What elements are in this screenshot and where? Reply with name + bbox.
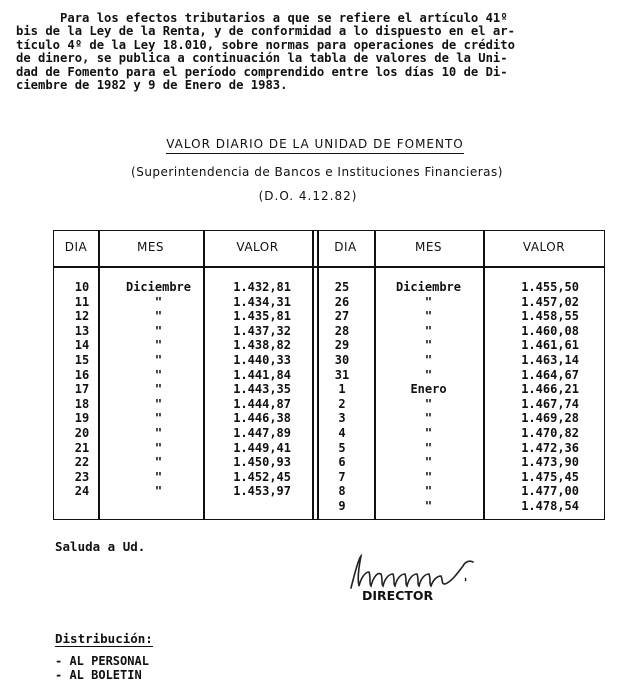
table-cell-day: 28 [334, 323, 350, 338]
table-cell-day: 6 [338, 455, 346, 470]
table-cell-value: 1.461,61 [521, 338, 579, 353]
table-cell-value: 1.477,00 [521, 484, 579, 499]
table-cell-month: " [424, 396, 433, 411]
table-cell-month: " [154, 484, 163, 499]
distribution-title: Distribución: [55, 631, 153, 646]
table-cell-value: 1.473,90 [521, 455, 579, 470]
table-cell-day: 22 [74, 455, 90, 470]
header-valor-right: VALOR [522, 240, 566, 254]
table-cell-day: 27 [334, 309, 350, 324]
table-cell-month: " [424, 338, 433, 353]
table-cell-value: 1.463,14 [521, 352, 579, 367]
left-day-column [60, 280, 104, 499]
table-cell-day: 2 [338, 396, 346, 411]
table-cell-value: 1.449,41 [233, 440, 291, 455]
table-cell-month: " [424, 294, 433, 309]
table-cell-month: " [424, 484, 433, 499]
table-cell-month: " [154, 294, 163, 309]
table-cell-month: " [424, 411, 433, 426]
table-cell-day: 25 [334, 280, 350, 294]
right-day-column [317, 280, 367, 514]
table-cell-value: 1.478,54 [521, 498, 579, 513]
table-cell-day: 9 [338, 498, 346, 513]
document-title-text: VALOR DIARIO DE LA UNIDAD DE FOMENTO [166, 137, 464, 154]
table-cell-month: " [154, 367, 163, 382]
header-valor-left: VALOR [236, 240, 279, 254]
table-cell-month: " [424, 455, 433, 470]
table-cell-day: 29 [334, 338, 350, 353]
table-cell-value: 1.443,35 [233, 382, 291, 397]
table-cell-month: " [424, 367, 433, 382]
table-cell-value: 1.467,74 [521, 396, 579, 411]
table-cell-day: 19 [74, 411, 90, 426]
table-cell-day: 16 [74, 367, 90, 382]
table-cell-day: 30 [334, 352, 350, 367]
header-mes-right: MES [414, 240, 443, 254]
intro-line: de dinero, se publica a continuación la tabla de valores de la Uni- [16, 51, 508, 66]
table-cell-month: " [154, 338, 163, 353]
table-cell-day: 18 [74, 396, 90, 411]
distribution-item: - AL PERSONAL [55, 654, 149, 668]
uf-value-table [53, 230, 605, 520]
table-cell-value: 1.437,32 [233, 323, 291, 338]
table-cell-value: 1.460,08 [521, 323, 579, 338]
left-month-column [106, 280, 211, 499]
table-cell-month: " [424, 352, 433, 367]
header-dia-right: DIA [334, 240, 357, 254]
intro-line: bis de la Ley de la Renta, y de conformidad a lo dispuesto en el ar- [16, 24, 515, 39]
left-value-column [203, 280, 291, 499]
table-cell-day: 13 [74, 323, 90, 338]
closing-salutation: Saluda a Ud. [55, 539, 146, 554]
table-cell-value: 1.475,45 [521, 469, 579, 484]
table-cell-value: 1.447,89 [233, 425, 291, 440]
table-cell-day: 21 [74, 440, 90, 455]
table-cell-value: 1.453,97 [233, 484, 291, 499]
table-cell-day: 1 [338, 382, 346, 397]
table-cell-month: " [424, 469, 433, 484]
header-dia-left: DIA [64, 240, 88, 254]
table-cell-month: " [424, 323, 433, 338]
table-cell-month: " [154, 425, 163, 440]
table-cell-day: 17 [74, 382, 90, 397]
table-cell-value: 1.452,45 [233, 469, 291, 484]
table-cell-month: " [154, 323, 163, 338]
distribution-item: - AL BOLETIN [55, 668, 142, 682]
table-cell-month: " [154, 455, 163, 470]
table-cell-value: 1.441,84 [233, 367, 291, 382]
intro-line: dad de Fomento para el período comprendido entre los días 10 de Di- [16, 64, 508, 79]
table-cell-month: Enero [410, 382, 447, 397]
intro-line: ciembre de 1982 y 9 de Enero de 1983. [16, 78, 288, 93]
table-cell-value: 1.450,93 [233, 455, 291, 470]
table-cell-value: 1.457,02 [521, 294, 579, 309]
table-cell-day: 15 [74, 352, 90, 367]
table-cell-month: " [154, 309, 163, 324]
table-cell-month: " [154, 411, 163, 426]
table-cell-value: 1.458,55 [521, 309, 579, 324]
table-cell-day: 31 [334, 367, 350, 382]
right-value-column [483, 280, 579, 514]
table-cell-day: 26 [334, 294, 350, 309]
table-cell-value: 1.472,36 [521, 440, 579, 455]
table-cell-month: " [154, 469, 163, 484]
table-cell-month: " [424, 498, 433, 513]
table-cell-value: 1.470,82 [521, 425, 579, 440]
table-cell-value: 1.466,21 [521, 382, 579, 397]
table-cell-value: 1.464,67 [521, 367, 579, 382]
table-cell-value: 1.432,81 [233, 280, 291, 294]
table-cell-value: 1.434,31 [233, 294, 291, 309]
table-cell-value: 1.455,50 [521, 280, 579, 294]
table-cell-day: 24 [74, 484, 90, 499]
table-cell-day: 20 [74, 425, 90, 440]
table-cell-day: 5 [338, 440, 346, 455]
document-subtitle: (Superintendencia de Bancos e Instituciones Financieras) [131, 165, 503, 179]
table-cell-value: 1.469,28 [521, 411, 579, 426]
table-cell-day: 12 [74, 309, 90, 324]
table-cell-month: " [424, 309, 433, 324]
table-cell-month: " [424, 425, 433, 440]
table-cell-day: 3 [338, 411, 346, 426]
table-cell-month: " [154, 382, 163, 397]
intro-line: tículo 4º de la Ley 18.010, sobre normas para operaciones de crédito [16, 37, 515, 52]
distribution-list [55, 654, 149, 682]
director-signature [345, 552, 505, 592]
table-cell-day: 14 [74, 338, 90, 353]
signatory-title: DIRECTOR [362, 588, 434, 603]
table-cell-day: 8 [338, 484, 346, 499]
header-mes-left: MES [136, 240, 165, 254]
header-divider [54, 266, 604, 268]
table-cell-value: 1.435,81 [233, 309, 291, 324]
table-cell-value: 1.446,38 [233, 411, 291, 426]
table-cell-month: " [154, 352, 163, 367]
table-cell-month: Diciembre [125, 280, 192, 294]
table-cell-day: 4 [338, 425, 346, 440]
table-cell-month: " [154, 440, 163, 455]
table-cell-day: 11 [74, 294, 90, 309]
column-divider [312, 231, 314, 519]
document-reference: (D.O. 4.12.82) [258, 189, 358, 203]
right-month-column [374, 280, 483, 514]
table-cell-day: 23 [74, 469, 90, 484]
table-cell-month: " [424, 440, 433, 455]
table-cell-day: 7 [338, 469, 346, 484]
table-cell-value: 1.440,33 [233, 352, 291, 367]
table-cell-month: Diciembre [395, 280, 462, 294]
intro-paragraph [16, 12, 628, 92]
table-cell-month: " [154, 396, 163, 411]
intro-line: Para los efectos tributarios a que se refiere el artículo 41º [16, 11, 508, 25]
document-title [0, 137, 630, 151]
table-cell-day: 10 [74, 280, 90, 294]
table-cell-value: 1.444,87 [233, 396, 291, 411]
table-cell-value: 1.438,82 [233, 338, 291, 353]
